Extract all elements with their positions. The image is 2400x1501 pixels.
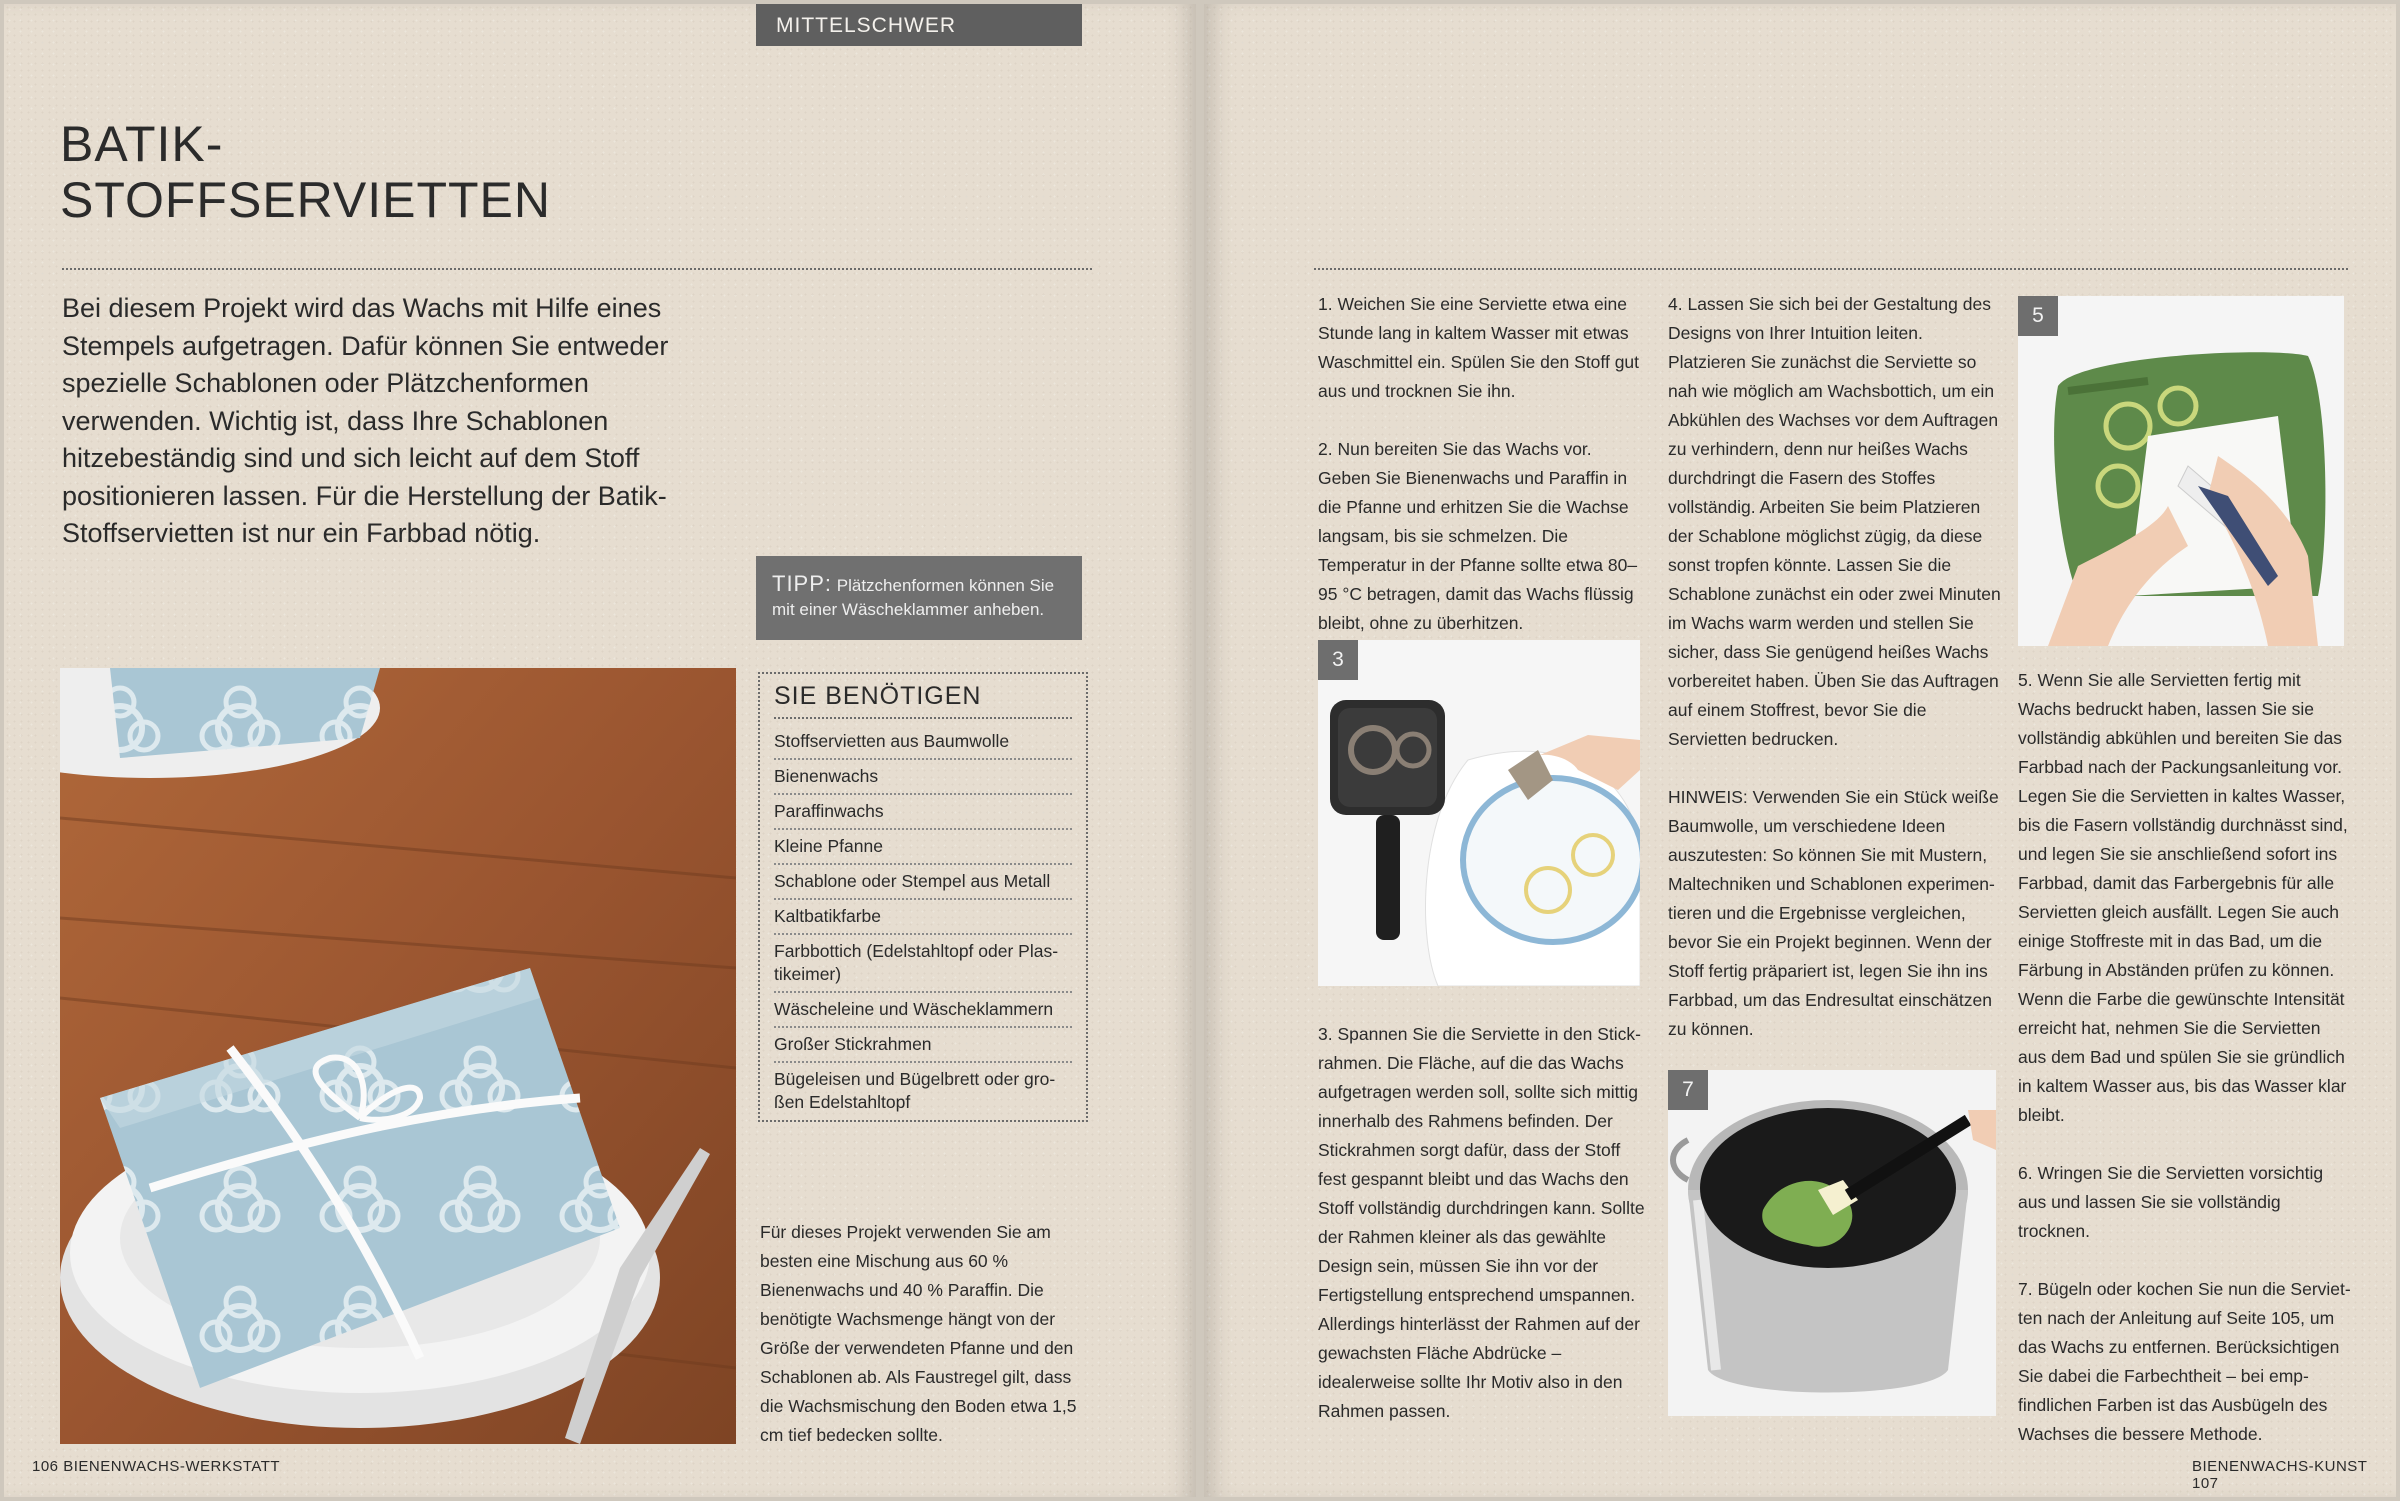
step-3: 3. Spannen Sie die Serviette in den Stickrahmen. Die Fläche, auf die das Wachs aufgetragen werden soll, sollte sich mittig innerhalb des Rahmens befinden. Der Stickrahmen sorgt dafür, dass der Stoff fest gespannt bleibt und das Wachs den Stoff vollständig durchdringen kann. Sollte der Rahmen kleiner als das gewählte Design sein, müssen Sie ihn vor der Fertigstellung entsprechend umspannen. Allerdings hinterlässt der Rahmen auf der gewachsten Fläche Abdrücke – idealerweise sollte Ihr Motiv also in den Rahmen passen. xyxy=(1318,1024,1645,1421)
pan-and-hoop-illustration xyxy=(1318,640,1640,986)
step-6: 6. Wringen Sie die Servietten vorsichtig aus und lassen Sie sie vollständig trocknen. xyxy=(2018,1163,2324,1241)
tip-text: Plätzchenformen können Sie mit einer Wäscheklammer anheben. xyxy=(772,576,1055,619)
footer-left xyxy=(32,1458,280,1475)
right-page xyxy=(1204,4,2396,1497)
step-4: 4. Lassen Sie sich bei der Gestaltung des Designs von Ihrer Intuition leiten. Platzieren Sie zunächst die Serviette so nah wie möglich am Wachsbottich, um ein Abkühlen des Wachses vor dem Auftragen zu verhindern, denn nur heißes Wachs durchdringt die Fasern des Stoffes vollständig. Arbeiten Sie beim Platzieren der Schablone möglichst zügig, da diese sonst tropfen könnte. Lassen Sie die Schablone zunächst ein oder zwei Minuten im Wachs warm werden und stellen Sie sicher, dass Sie genügend heißes Wachs vorbereitet haben. Üben Sie das Auftragen auf einem Stoffrest, bevor Sie die Servietten bedrucken. xyxy=(1668,294,2001,749)
materials-heading: SIE BENÖTIGEN xyxy=(774,682,1072,719)
materials-item: Kaltbatikfarbe xyxy=(774,900,1072,935)
step-7-photo xyxy=(1668,1070,1996,1416)
tip-label: TIPP: xyxy=(772,571,833,596)
step-3-number: 3 xyxy=(1318,640,1358,680)
footer-section-label: BIENENWACHS-KUNST xyxy=(2192,1458,2368,1475)
step-5-number: 5 xyxy=(2018,296,2058,336)
column-1-text xyxy=(1318,290,1646,667)
green-napkin-illustration xyxy=(2018,296,2344,646)
step-7: 7. Bügeln oder kochen Sie nun die Servietten nach der Anleitung auf Seite 105, um das Wachs zu entfernen. Berücksichtigen Sie dabei die Farbechtheit – bei empfindlichen Farben ist das Ausbügeln des Wachses die bessere Methode. xyxy=(2018,1279,2351,1444)
materials-list xyxy=(774,725,1072,1119)
column-3-text xyxy=(2018,666,2352,1478)
step-2: 2. Nun bereiten Sie das Wachs vor. Geben Sie Bienenwachs und Paraffin in die Pfanne und erhitzen Sie die Wachse langsam, bis sie schmelzen. Die Temperatur in der Pfanne sollte etwa 80–95 °C betragen, damit das Wachs flüssig bleibt, ohne zu überhitzen. xyxy=(1318,439,1638,633)
difficulty-badge: MITTELSCHWER xyxy=(756,4,1082,46)
tip-box xyxy=(756,556,1082,640)
materials-box xyxy=(758,672,1088,1122)
intro-text: Bei diesem Projekt wird das Wachs mit Hilfe eines Stempels aufgetragen. Dafür können Sie entweder spezielle Schablonen oder Plätzchenformen verwenden. Wichtig ist, dass Ihre Schablonen hitzebeständig sind und sich leicht auf dem Stoff positionieren lassen. Für die Herstellung der Batik-Stoffservietten ist nur ein Farbbad nötig. xyxy=(62,293,669,548)
dye-pot-illustration xyxy=(1668,1070,1996,1416)
step-5: 5. Wenn Sie alle Servietten fertig mit Wachs bedruckt haben, lassen Sie sie vollständig abkühlen und bereiten Sie das Farbbad nach der Packungsanleitung vor. Legen Sie die Servietten in kaltes Wasser, bis die Fasern vollständig durchnässt sind, und legen Sie sie anschließend sofort ins Farbbad, damit das Farbergebnis für alle Servietten gleich ausfällt. Legen Sie auch einige Stoffreste mit in das Bad, um die Färbung in Abständen prüfen zu können. Wenn die Farbe die gewünschte Intensität erreicht hat, nehmen Sie die Servietten aus dem Bad und spülen Sie sie gründlich in kaltem Wasser aus, bis das Wasser klar bleibt. xyxy=(2018,670,2348,1125)
title-line-1: BATIK- xyxy=(60,116,224,172)
materials-item: Schablone oder Stempel aus Metall xyxy=(774,865,1072,900)
napkins-photo xyxy=(60,668,736,1444)
left-page xyxy=(4,4,1196,1497)
footer-page-number: 106 xyxy=(32,1458,59,1475)
step-7-number: 7 xyxy=(1668,1070,1708,1110)
materials-item: Paraffinwachs xyxy=(774,795,1072,830)
title-line-2: STOFFSERVIETTEN xyxy=(60,172,552,228)
materials-item: Kleine Pfanne xyxy=(774,830,1072,865)
materials-item: Stoffservietten aus Baumwolle xyxy=(774,725,1072,760)
materials-item: Farbbottich (Edelstahltopf oder Plastikeimer) xyxy=(774,935,1072,993)
footer-page-number: 107 xyxy=(2192,1475,2219,1492)
materials-item: Wäscheleine und Wäscheklammern xyxy=(774,993,1072,1028)
hint-text: HINWEIS: Verwenden Sie ein Stück weiße Baumwolle, um verschiedene Ideen auszutesten: So können Sie mit Mustern, Maltechniken und Schablonen experimentieren und die Ergebnisse vergleichen, bevor Sie ein Projekt beginnen. Wenn der Stoff fertig präpariert ist, legen Sie ihn ins Farbbad, um das Endresultat einschätzen zu können. xyxy=(1668,787,1999,1039)
title-divider xyxy=(62,268,1092,270)
step-3-photo xyxy=(1318,640,1640,986)
wax-note: Für dieses Projekt verwenden Sie am besten eine Mischung aus 60 % Bienenwachs und 40 % Paraffin. Die benötigte Wachsmenge hängt von der Größe der verwendeten Pfanne und den Schablonen ab. Als Faustregel gilt, dass die Wachsmischung den Boden etwa 1,5 cm tief bedecken sollte. xyxy=(760,1222,1077,1445)
napkins-illustration xyxy=(60,668,736,1444)
column-2-text xyxy=(1668,290,2002,1073)
materials-item: Großer Stickrahmen xyxy=(774,1028,1072,1063)
top-divider xyxy=(1314,268,2348,270)
materials-item: Bienenwachs xyxy=(774,760,1072,795)
materials-item: Bügeleisen und Bügelbrett oder großen Edelstahltopf xyxy=(774,1069,1056,1112)
footer-right xyxy=(2192,1458,2396,1492)
page-title xyxy=(60,116,760,228)
footer-section-label: BIENENWACHS-WERKSTATT xyxy=(63,1458,281,1475)
step-1: 1. Weichen Sie eine Serviette etwa eine Stunde lang in kaltem Wasser mit etwas Waschmittel ein. Spülen Sie den Stoff gut aus und trocknen Sie ihn. xyxy=(1318,294,1640,401)
step-5-photo xyxy=(2018,296,2344,646)
